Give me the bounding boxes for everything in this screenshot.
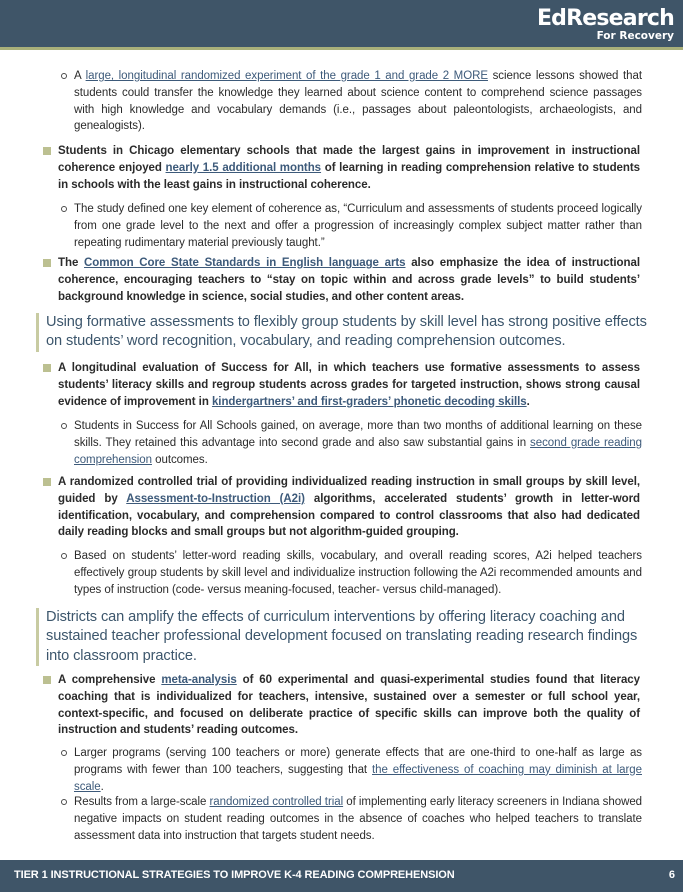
text-run: A xyxy=(74,70,86,82)
section-heading-literacy-coaching xyxy=(36,608,656,666)
hyperlink[interactable]: kindergartners’ and first-graders’ phonetic decoding skills xyxy=(211,395,527,408)
page-footer xyxy=(0,860,683,892)
hyperlink[interactable]: second grade reading comprehension xyxy=(74,436,642,466)
text-run: A longitudinal evaluation of Success for All, in which teachers use formative assessments to assess students’ literacy skills and regroup students across grades for targeted instruction, shows strong causal evidence of improvement in xyxy=(58,362,640,408)
hyperlink[interactable]: the effectiveness of coaching may diminish at large scale xyxy=(74,763,642,793)
text-run: Larger programs (serving 100 teachers or more) generate effects that are one-third to one-half as large as programs with fewer than 100 teachers, suggesting that xyxy=(74,747,642,776)
bullet-common-core xyxy=(58,255,640,305)
bullet-success-for-all xyxy=(58,360,640,410)
section-heading-formative-assessments xyxy=(36,313,656,352)
logo-subtitle: For Recovery xyxy=(596,30,674,42)
text-run: algorithms, accelerated students’ growth in letter-word identification, vocabulary, and comprehension compared to control classrooms that also had dedicated daily reading blocks and small groups but not algorithm-guided grouping. xyxy=(58,492,641,539)
text-run: outcomes. xyxy=(151,453,208,466)
page-number: 6 xyxy=(668,869,675,881)
text-run: of learning in reading comprehension relative to students in schools with the least gains in instructional coherence. xyxy=(58,161,640,191)
sub-bullet-indiana-screeners xyxy=(74,794,642,844)
text-run: The study defined one key element of coherence as, “Curriculum and assessments of students proceed logically from one grade level to the next and offer a progression of increasingly complex subject matter rather than repeating rudimentary material previously taught.” xyxy=(74,203,642,249)
text-run: A randomized controlled trial of providing individualized reading instruction in small groups by skill level, guided by xyxy=(58,476,640,505)
text-run: Results from a large-scale xyxy=(74,796,210,808)
text-run: Using formative assessments to flexibly group students by skill level has strong positive effects on students’ word recognition, vocabulary, and reading comprehension outcomes. xyxy=(46,314,647,350)
bullet-chicago-coherence xyxy=(58,143,640,193)
hyperlink[interactable]: meta-analysis xyxy=(161,674,237,686)
footer-title: TIER 1 INSTRUCTIONAL STRATEGIES TO IMPROVE K-4 READING COMPREHENSION xyxy=(14,869,455,881)
text-run: also emphasize the idea of instructional coherence, encouraging teachers to “stay on topic within and across grade levels” to build students’ background knowledge in science, social studies, and other content areas. xyxy=(58,257,640,303)
text-run: science lessons showed that students could transfer the knowledge they learned about science content to comprehend science passages with high knowledge and vocabulary demands (i.e., passages about paleontologists, archaeologists, and genealogists). xyxy=(74,70,642,133)
text-run: of implementing early literacy screeners in Indiana showed negative impacts on student reading outcomes in the absence of coaches who helped teachers to translate assessment data into instruction that targets student needs. xyxy=(74,796,643,842)
page-header xyxy=(0,0,683,50)
text-run: . xyxy=(526,395,530,408)
bullet-a2i-trial xyxy=(58,474,640,541)
hyperlink[interactable]: Assessment-to-Instruction (A2i) xyxy=(126,492,305,505)
text-run: A comprehensive xyxy=(58,674,162,686)
hyperlink[interactable]: randomized controlled trial xyxy=(209,796,344,808)
sub-bullet-more-experiment xyxy=(74,68,642,135)
text-run: of 60 experimental and quasi-experimental studies found that literacy coaching that is individualized for teachers, intensive, sustained over a semester or full school year, context-specific, and focused on deliberate practice of specific skills can improve both the quality of instruction and students’ reading outcomes. xyxy=(58,674,640,737)
sub-bullet-a2i-grouping xyxy=(74,548,642,598)
hyperlink[interactable]: Common Core State Standards in English language arts xyxy=(84,257,406,269)
text-run: Based on students’ letter-word reading skills, vocabulary, and overall reading scores, A2i helped teachers effectively group students by skill level and individualize instruction following the A2i recommended amounts and types of instruction (code- versus meaning-focused, teacher- versus child-managed). xyxy=(74,550,642,596)
text-run: Districts can amplify the effects of curriculum interventions by offering literacy coaching and sustained teacher professional development focused on translating reading research findings into classroom practice. xyxy=(46,609,638,664)
bullet-meta-analysis xyxy=(58,672,640,739)
text-run: Students in Chicago elementary schools that made the largest gains in improvement in instructional coherence enjoyed xyxy=(58,145,640,174)
text-run: . xyxy=(100,780,104,793)
hyperlink[interactable]: nearly 1.5 additional months xyxy=(165,161,322,174)
text-run: Students in Success for All Schools gained, on average, more than two months of additional learning on these skills. They retained this advantage into second grade and also saw substantial gains in xyxy=(74,420,642,449)
logo-title: EdResearch xyxy=(536,6,674,31)
edresearch-logo xyxy=(537,7,674,43)
text-run: The xyxy=(58,257,85,269)
sub-bullet-program-size xyxy=(74,745,642,795)
sub-bullet-success-for-all-gains xyxy=(74,418,642,468)
hyperlink[interactable]: large, longitudinal randomized experiment of the grade 1 and grade 2 MORE xyxy=(85,70,488,82)
sub-bullet-coherence-definition xyxy=(74,201,642,251)
